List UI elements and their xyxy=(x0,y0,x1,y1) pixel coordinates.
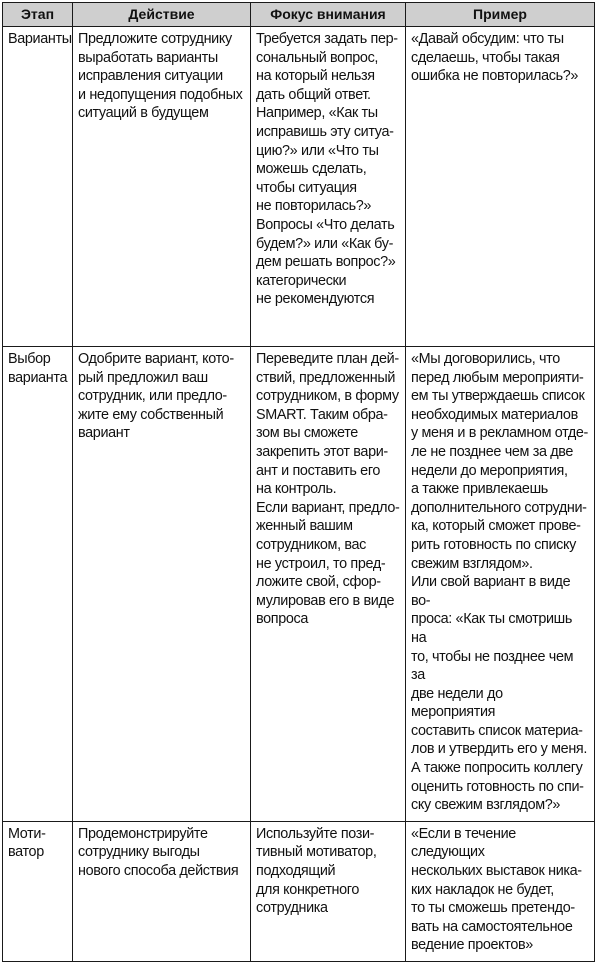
cell-text: Используйте пози- тивный мотиватор, подходящий для конкретного сотрудника xyxy=(256,825,377,917)
cell-stage xyxy=(3,27,73,347)
cell-example xyxy=(406,27,595,347)
feedback-stages-table xyxy=(2,2,595,962)
cell-text: «Если в течение следующих нескольких выставок ника- ких накладок не будет, то ты сможешь претендо- вать на самостоятельное ведение проектов» xyxy=(411,825,582,954)
cell-focus xyxy=(251,821,406,961)
cell-stage xyxy=(3,347,73,822)
header-action: Действие xyxy=(73,3,251,27)
cell-stage xyxy=(3,821,73,961)
cell-example xyxy=(406,347,595,822)
cell-text: «Давай обсудим: что ты сделаешь, чтобы такая ошибка не повторилась?» xyxy=(411,31,579,85)
cell-action xyxy=(73,821,251,961)
cell-action xyxy=(73,27,251,347)
cell-text: Моти- ватор xyxy=(8,825,46,861)
cell-text: «Мы договорились, что перед любым мероприяти- ем ты утверждаешь список необходимых материалов у меня и в рекламном отде- ле не позднее чем за две недели до мероприятия, а также привлекаешь дополнительного сотрудни- ка, который сможет прове- рить готовность по списку свежим взглядом». Или свой вариант в виде во- проса: «Как ты смотришь на то, чтобы не позднее чем за две недели до мероприятия составить список материа- лов и утвердить его у меня. А также попросить коллегу оценить готовность по спи- ску свежим взглядом?» xyxy=(411,351,589,814)
cell-action xyxy=(73,347,251,822)
cell-text: Предложите сотруднику выработать варианты исправления ситуации и недопущения подобных ситуаций в будущем xyxy=(78,31,243,122)
cell-text: Варианты xyxy=(8,31,72,47)
cell-example xyxy=(406,821,595,961)
table-body xyxy=(3,27,595,962)
table-row xyxy=(3,27,595,347)
header-stage: Этап xyxy=(3,3,73,27)
cell-text: Требуется задать пер- сональный вопрос, на который нельзя дать общий ответ. Например, «Как ты исправишь эту ситуа- цию?» или «Что ты можешь сделать, чтобы ситуация не повторилась?» Вопросы «Что делать будем?» или «Как бу- дем решать вопрос?» категорически не рекомендуются xyxy=(256,31,398,308)
cell-focus xyxy=(251,27,406,347)
table-header xyxy=(3,3,595,27)
cell-focus xyxy=(251,347,406,822)
cell-text: Переведите план дей- ствий, предложенный сотрудником, в форму SMART. Таким обра- зом вы сможете закрепить этот вари- ант и поставить его на контроль. Если вариант, предло- женный вашим сотрудником, вас не устроил, то пред- ложите свой, сфор- мулировав его в виде вопроса xyxy=(256,351,400,628)
table-row xyxy=(3,347,595,822)
table-row xyxy=(3,821,595,961)
cell-text: Выбор варианта xyxy=(8,351,68,386)
cell-text: Продемонстрируйте сотруднику выгоды нового способа действия xyxy=(78,825,239,880)
header-focus: Фокус внимания xyxy=(251,3,406,27)
cell-text: Одобрите вариант, кото- рый предложил ваш сотрудник, или предло- жите ему собственный вариант xyxy=(78,351,234,442)
header-example: Пример xyxy=(406,3,595,27)
header-row xyxy=(3,3,595,27)
